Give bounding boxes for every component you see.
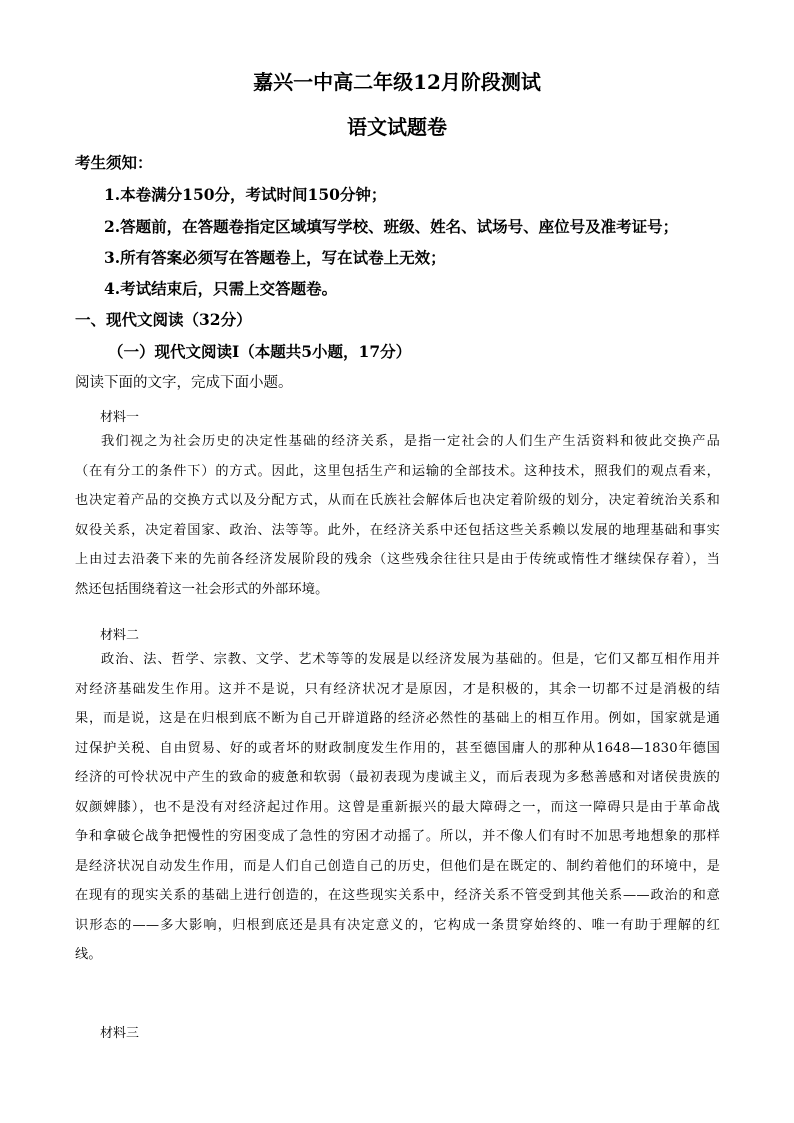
paragraph-line: 在现有的现实关系的基础上进行创造的，在这些现实关系中，经济关系不管受到其他关系——政治的和意 xyxy=(75,888,720,903)
paragraph-line: 奴役关系，决定着国家、政治、法等等。此外，在经济关系中还包括这些关系赖以发展的地理基础和事实 xyxy=(75,522,720,538)
paragraph-line: 是经济状况自动发生作用，而是人们自己创造自己的历史，但他们是在既定的、制约着他们的环境中，是 xyxy=(75,858,720,874)
paragraph-line: 政治、法、哲学、宗教、文学、艺术等等的发展是以经济发展为基础的。但是，它们又都互相作用并 xyxy=(101,652,720,667)
material2-paragraph xyxy=(75,645,720,970)
paragraph-line: 争和拿破仑战争把慢性的穷困变成了急性的穷困才动摇了。所以，并不像人们有时不加思考地想象的那样 xyxy=(75,829,720,844)
paragraph-line: 然还包括围绕着这一社会形式的外部环境。 xyxy=(75,581,329,597)
reading-instruction: 阅读下面的文字，完成下面小题。 xyxy=(75,375,293,391)
material-label: 材料一 xyxy=(100,410,140,425)
notice-item: 4.考试结束后，只需上交答题卷。 xyxy=(104,279,338,298)
notice-item: 3.所有答案必须写在答题卷上，写在试卷上无效； xyxy=(104,248,446,267)
material-label: 材料三 xyxy=(100,1026,140,1041)
paragraph-line: 上由过去沿袭下来的先前各经济发展阶段的残余（这些残余往往只是由于传统或惰性才继续保存着），当 xyxy=(75,552,720,567)
material1-paragraph xyxy=(75,427,720,604)
exam-title: 嘉兴一中高二年级12月阶段测试 xyxy=(253,70,541,94)
exam-subtitle: 语文试题卷 xyxy=(347,115,447,139)
paragraph-line: 过保护关税、自由贸易、好的或者坏的财政制度发生作用的，甚至德国庸人的那种从1648—1830年德国 xyxy=(75,740,720,756)
paragraph-line: 识形态的——多大影响，归根到底还是具有决定意义的，它构成一条贯穿始终的、唯一有助于理解的红 xyxy=(75,917,720,933)
paragraph-line: 果，而是说，这是在归根到底不断为自己开辟道路的经济必然性的基础上的相互作用。例如，国家就是通 xyxy=(75,711,720,726)
subsection-heading: （一）现代文阅读Ⅰ（本题共5小题，17分） xyxy=(108,342,412,361)
material-label: 材料二 xyxy=(100,628,140,643)
notice-item: 2.答题前，在答题卷指定区域填写学校、班级、姓名、试场号、座位号及准考证号； xyxy=(104,217,679,236)
paragraph-line: 我们视之为社会历史的决定性基础的经济关系，是指一定社会的人们生产生活资料和彼此交换产品 xyxy=(101,434,720,449)
paragraph-line: （在有分工的条件下）的方式。因此，这里包括生产和运输的全部技术。这种技术，照我们的观点看来， xyxy=(75,463,720,479)
paragraph-line: 对经济基础发生作用。这并不是说，只有经济状况才是原因，才是积极的，其余一切都不过是消极的结 xyxy=(75,681,720,697)
paragraph-line: 经济的可怜状况中产生的致命的疲惫和软弱（最初表现为虔诚主义，而后表现为多愁善感和对诸侯贵族的 xyxy=(75,770,720,785)
notice-heading: 考生须知： xyxy=(75,153,153,172)
notice-item: 1.本卷满分150分，考试时间150分钟； xyxy=(104,185,387,204)
section-heading: 一、现代文阅读（32分） xyxy=(75,310,252,329)
paragraph-line: 奴颜婢膝），也不是没有对经济起过作用。这曾是重新振兴的最大障碍之一，而这一障碍只是由于革命战 xyxy=(75,799,720,815)
paragraph-line: 也决定着产品的交换方式以及分配方式，从而在氏族社会解体后也决定着阶级的划分，决定着统治关系和 xyxy=(75,493,720,508)
paragraph-line: 线。 xyxy=(75,947,102,962)
